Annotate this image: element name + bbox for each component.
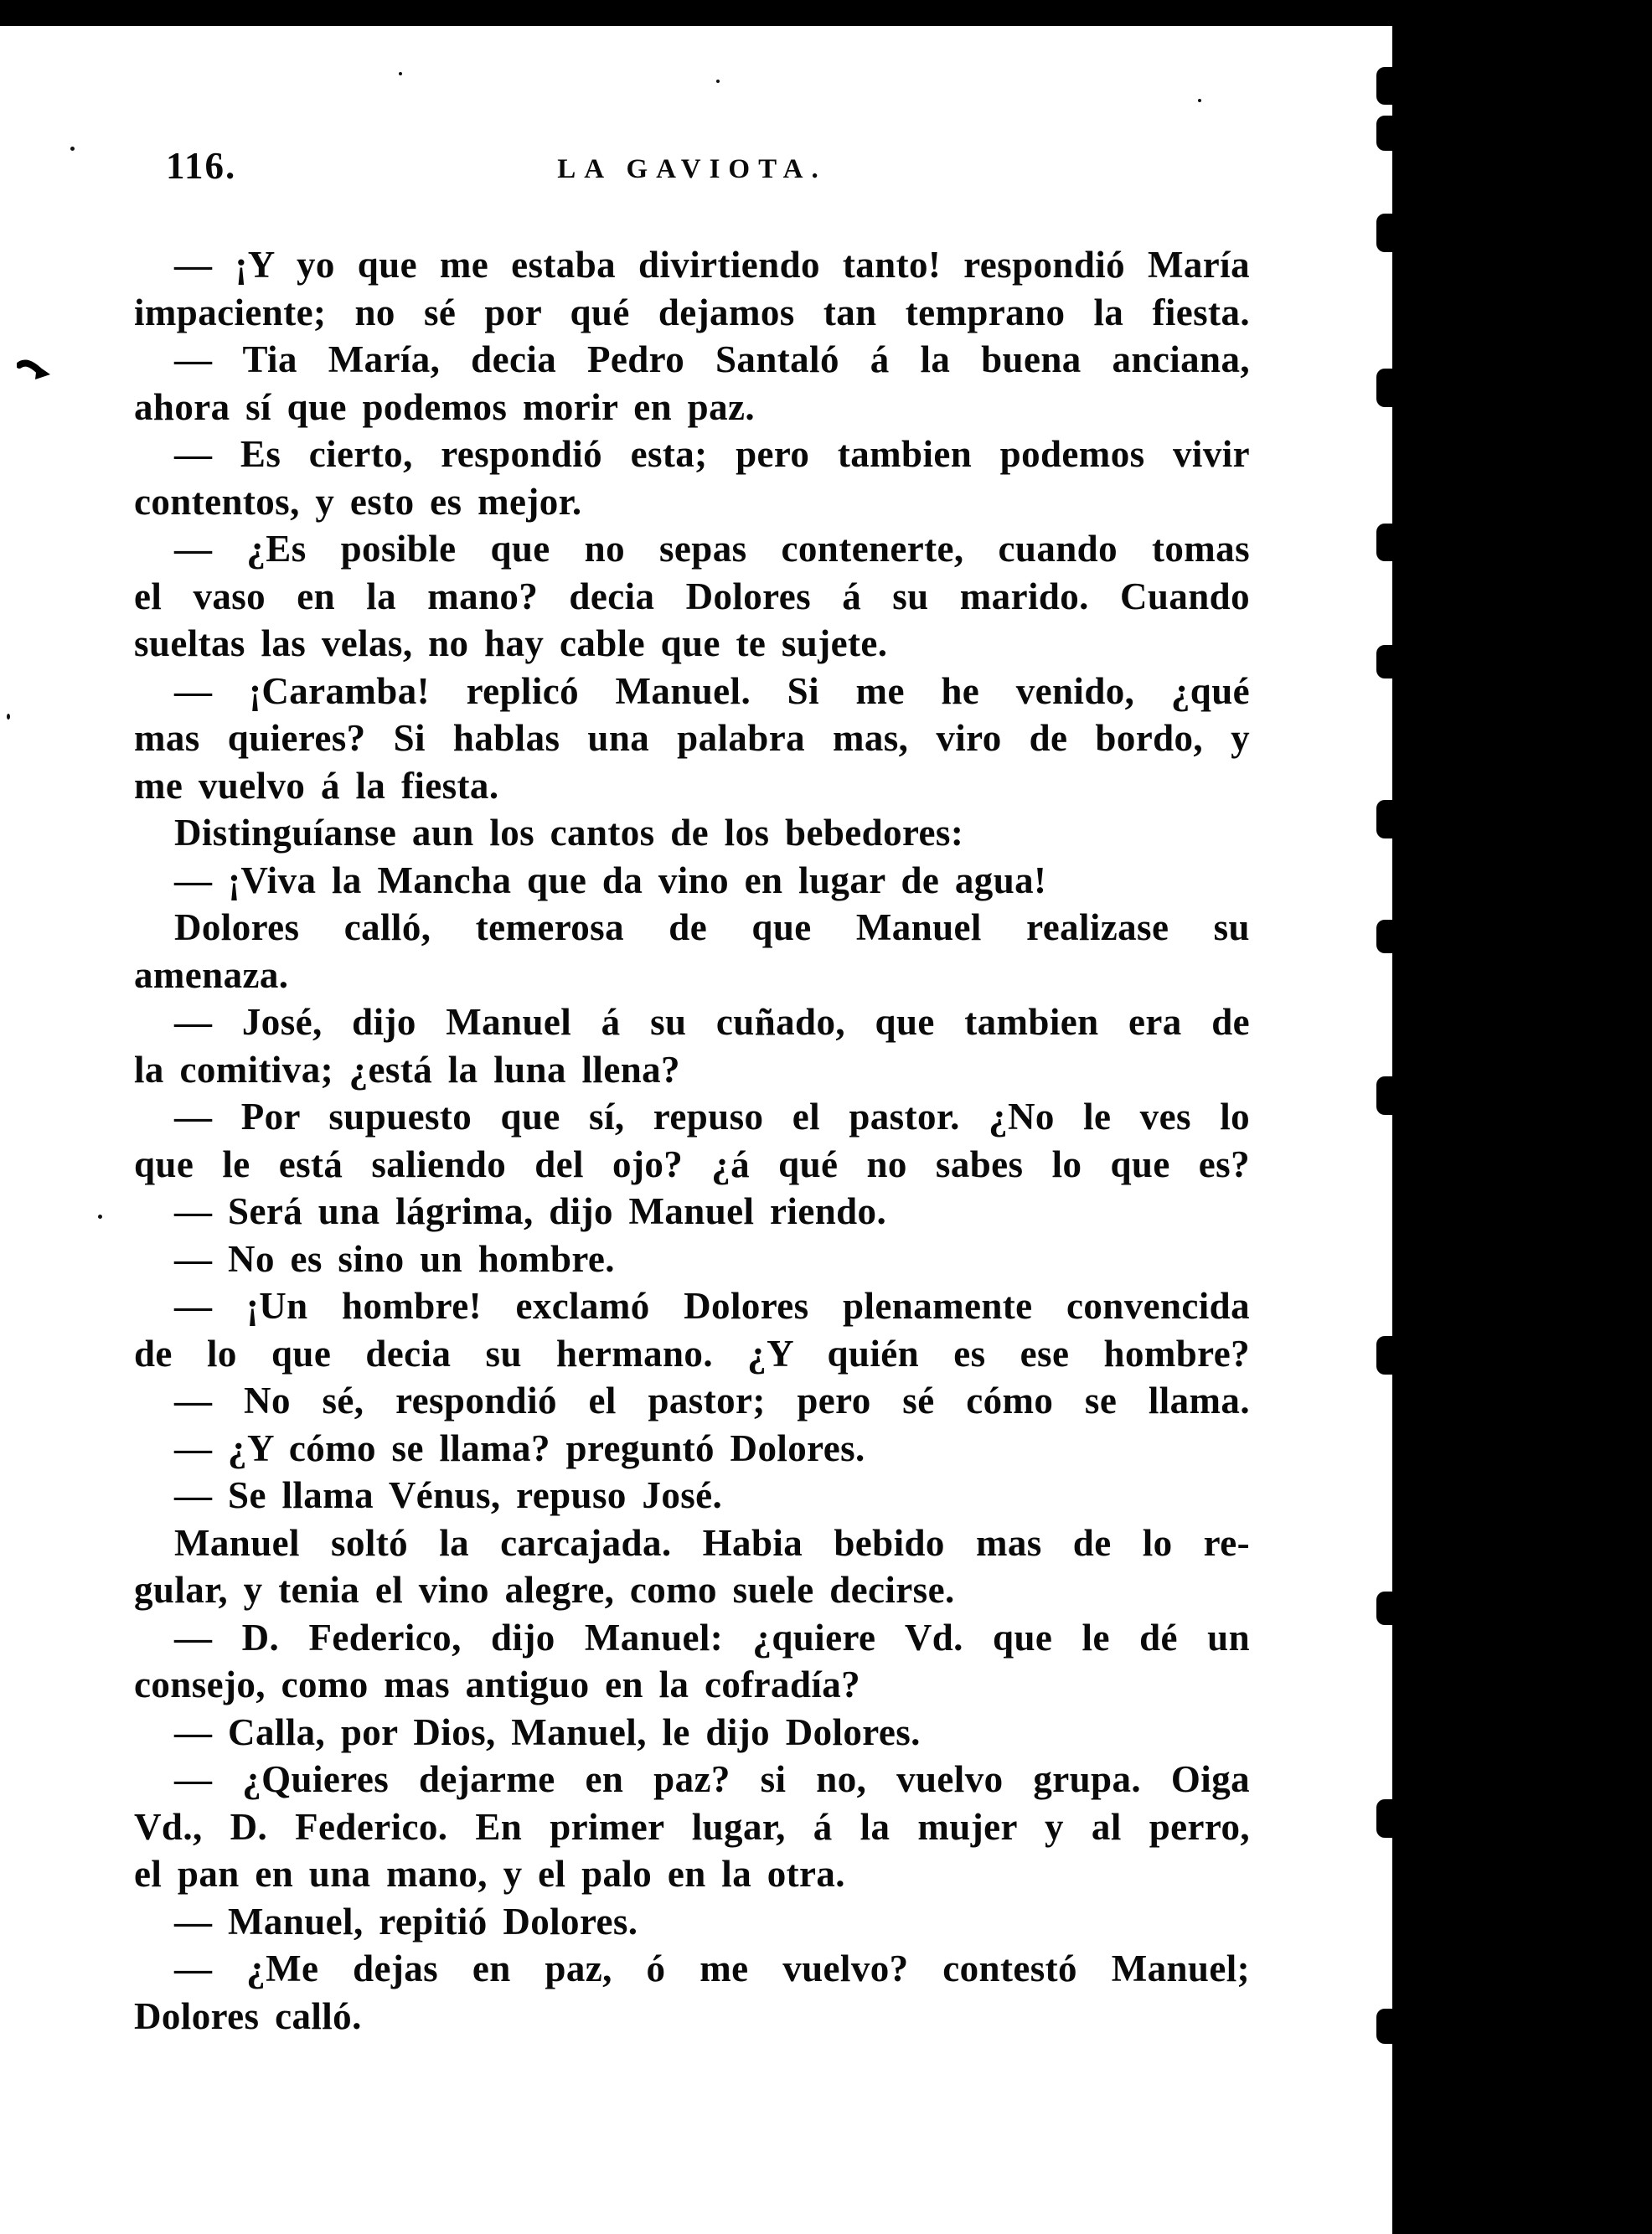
- scan-artifact-bump: [1376, 920, 1395, 953]
- body-text: [134, 241, 1250, 2040]
- text-line: — ¿Es posible que no sepas contenerte, cuando tomas: [174, 528, 1250, 570]
- text-line: — Es cierto, respondió esta; pero tambien podemos vivir: [174, 433, 1250, 475]
- text-line: Distinguíanse aun los cantos de los bebedores:: [174, 812, 964, 854]
- ink-speck: [1198, 99, 1201, 102]
- text-line: Dolores calló.: [134, 1994, 362, 2037]
- scan-artifact-bump: [1376, 524, 1395, 561]
- text-line: — Será una lágrima, dijo Manuel riendo.: [174, 1190, 887, 1232]
- text-line: impaciente; no sé por qué dejamos tan temprano la fiesta.: [134, 291, 1250, 333]
- scan-artifact-right-bar: [1392, 0, 1652, 2234]
- ink-speck: [98, 1215, 102, 1219]
- text-line: — Se llama Vénus, repuso José.: [174, 1474, 723, 1516]
- text-line: me vuelvo á la fiesta.: [134, 764, 499, 807]
- scan-artifact-bump: [1376, 67, 1395, 105]
- scan-artifact-bump: [1376, 800, 1395, 838]
- text-line: — ¿Quieres dejarme en paz? si no, vuelvo grupa. Oiga: [174, 1758, 1250, 1800]
- text-line: — Tia María, decia Pedro Santaló á la buena anciana,: [174, 338, 1250, 380]
- text-line: — No sé, respondió el pastor; pero sé cómo se llama.: [174, 1380, 1250, 1421]
- scan-artifact-bump: [1376, 1592, 1395, 1625]
- text-line: gular, y tenia el vino alegre, como suele decirse.: [134, 1569, 955, 1611]
- text-line: de lo que decia su hermano. ¿Y quién es ese hombre?: [134, 1332, 1250, 1375]
- scan-artifact-bump: [1376, 645, 1395, 678]
- scan-artifact-bump: [1376, 2009, 1395, 2044]
- page-number: 116.: [166, 145, 237, 187]
- text-line: el pan en una mano, y el palo en la otra.: [134, 1853, 845, 1895]
- text-line: — ¡Caramba! replicó Manuel. Si me he venido, ¿qué: [174, 669, 1250, 712]
- scan-artifact-bump: [1376, 1336, 1395, 1375]
- text-line: — Por supuesto que sí, repuso el pastor. ¿No le ves lo: [174, 1096, 1250, 1138]
- text-line: — ¡Y yo que me estaba divirtiendo tanto! respondió María: [174, 244, 1250, 286]
- scan-artifact-bump: [1376, 116, 1395, 151]
- text-line: — ¿Y cómo se llama? preguntó Dolores.: [174, 1427, 865, 1469]
- text-line: sueltas las velas, no hay cable que te sujete.: [134, 622, 888, 664]
- ink-speck: [7, 714, 10, 720]
- text-line: el vaso en la mano? decia Dolores á su marido. Cuando: [134, 575, 1250, 617]
- text-line: la comitiva; ¿está la luna llena?: [134, 1048, 680, 1091]
- text-line: — ¡Un hombre! exclamó Dolores plenamente convencida: [174, 1285, 1250, 1327]
- text-line: contentos, y esto es mejor.: [134, 480, 582, 523]
- text-line: Dolores calló, temerosa de que Manuel realizase su: [174, 906, 1250, 948]
- text-line: — ¿Me dejas en paz, ó me vuelvo? contestó Manuel;: [174, 1948, 1250, 1989]
- ink-mark-arrow: [17, 359, 52, 384]
- text-line: — D. Federico, dijo Manuel: ¿quiere Vd. que le dé un: [174, 1616, 1250, 1659]
- ink-mark-arrow-glyph: [17, 359, 52, 384]
- text-line: ahora sí que podemos morir en paz.: [134, 385, 756, 428]
- scan-artifact-bump: [1376, 214, 1395, 252]
- text-line: amenaza.: [134, 953, 289, 996]
- ink-speck: [716, 80, 720, 83]
- ink-speck: [70, 147, 75, 151]
- text-line: — Manuel, repitió Dolores.: [174, 1900, 638, 1942]
- text-line: — Calla, por Dios, Manuel, le dijo Dolores.: [174, 1710, 921, 1753]
- text-line: Manuel soltó la carcajada. Habia bebido mas de lo re-: [174, 1521, 1250, 1564]
- text-line: — José, dijo Manuel á su cuñado, que tambien era de: [174, 1001, 1250, 1043]
- scan-artifact-bump: [1376, 1076, 1395, 1115]
- text-line: Vd., D. Federico. En primer lugar, á la mujer y al perro,: [134, 1805, 1250, 1848]
- text-line: que le está saliendo del ojo? ¿á qué no sabes lo que es?: [134, 1143, 1250, 1185]
- text-line: — ¡Viva la Mancha que da vino en lugar de agua!: [174, 859, 1047, 901]
- text-line: consejo, como mas antiguo en la cofradía?: [134, 1664, 861, 1705]
- text-line: mas quieres? Si hablas una palabra mas, viro de bordo, y: [134, 717, 1250, 759]
- scan-artifact-bump: [1376, 369, 1395, 407]
- running-title: LA GAVIOTA.: [557, 154, 827, 184]
- ink-speck: [399, 72, 402, 75]
- scan-artifact-bump: [1376, 1799, 1395, 1838]
- text-line: — No es sino un hombre.: [174, 1237, 615, 1280]
